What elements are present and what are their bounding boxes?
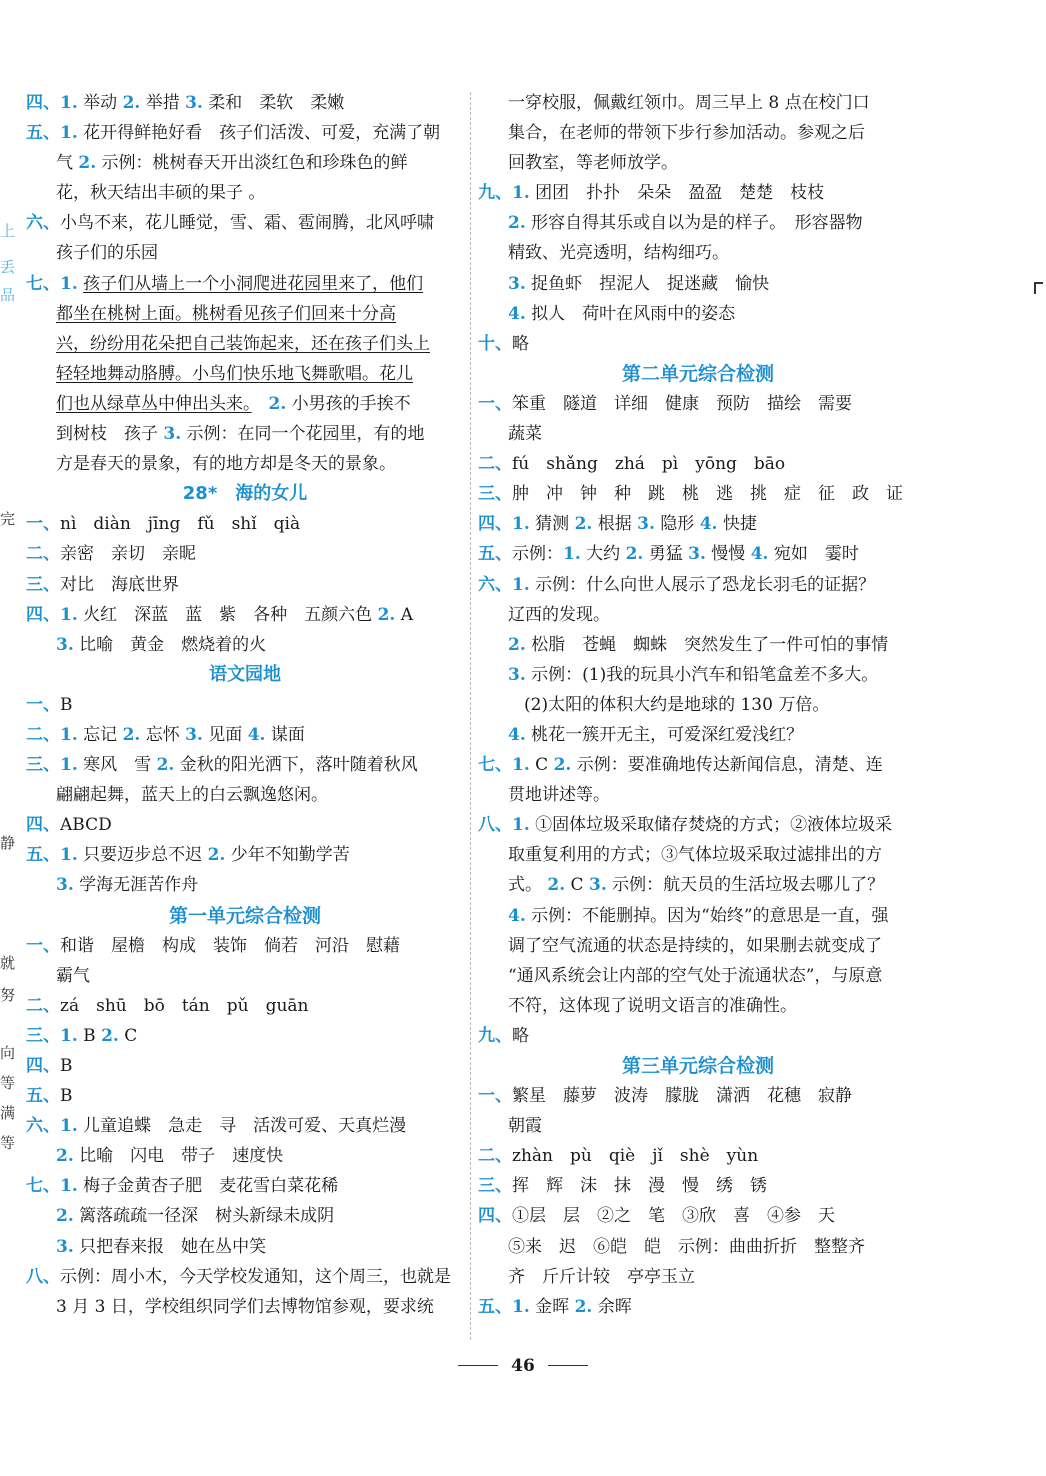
answer-text: 金秋的阳光洒下，落叶随着秋风: [174, 755, 418, 776]
answer-text: 形容自得其乐或自以为是的样子。 形容器物: [525, 213, 863, 234]
answer-text: 回教室，等老师放学。: [508, 153, 678, 174]
answer-text: 示例：桃树春天开出淡红色和珍珠色的鲜: [96, 153, 408, 174]
edge-glyph: 向: [0, 1044, 16, 1062]
sub-question-number: 3.: [56, 875, 74, 896]
answer-line: [26, 329, 464, 359]
sub-question-number: 3.: [637, 514, 655, 535]
answer-line: [26, 118, 464, 148]
answer-line: [26, 359, 464, 389]
question-number: 五、: [26, 123, 60, 144]
answer-text: 小男孩的手挨不: [286, 393, 411, 414]
column-divider: [470, 92, 472, 1340]
sub-question-number: 3.: [508, 664, 526, 685]
answer-text: 火红 深蓝 蓝 紫 各种 五颜六色: [77, 604, 378, 625]
answer-text: 猜测: [529, 514, 575, 535]
answer-line: [26, 1111, 464, 1141]
answer-text: 略: [512, 1025, 529, 1046]
sub-question-number: 2.: [508, 213, 526, 234]
underlined-answer-text: 都坐在桃树上面。桃树看见孩子们回来十分高: [56, 303, 396, 324]
answer-line: [478, 1171, 918, 1201]
answer-text: zhàn pù qiè jǐ shè yùn: [512, 1146, 759, 1167]
question-number: 四、: [26, 815, 60, 836]
sub-question-number: 2.: [207, 845, 226, 866]
answer-text: ①固体垃圾采取储存焚烧的方式；②液体垃圾采: [529, 815, 893, 836]
sub-question-number: 1.: [512, 1296, 530, 1317]
answer-line: [478, 1201, 918, 1231]
answer-text: 举措: [140, 93, 186, 113]
answer-text: 金晖: [529, 1296, 575, 1317]
answer-line: [478, 1262, 918, 1292]
sub-question-number: 3.: [163, 424, 182, 445]
answer-text: 学海无涯苦作舟: [73, 875, 199, 896]
answer-line: [26, 1232, 464, 1262]
question-number: 五、: [478, 544, 512, 565]
sub-question-number: 1.: [60, 273, 78, 294]
question-number: 一、: [26, 694, 60, 715]
answer-text: 气: [56, 153, 79, 174]
answer-text: 示例：在同一个花园里，有的地: [181, 424, 425, 445]
answer-text: 忘记: [77, 724, 123, 745]
answer-text: 比喻 闪电 带子 速度快: [73, 1146, 284, 1167]
sub-question-number: 4.: [508, 724, 526, 745]
answer-text: 小鸟不来，花儿睡觉，雪、霜、雹闹腾，北风呼啸: [60, 213, 434, 234]
sub-question-number: 1.: [60, 724, 78, 745]
sub-question-number: 2.: [56, 1146, 74, 1167]
answer-line: [26, 509, 464, 539]
answer-text: 谋面: [265, 724, 305, 745]
answer-text: 示例：周小木，今天学校发通知，这个周三，也就是: [60, 1266, 451, 1287]
answer-line: [26, 88, 464, 118]
answer-text: 根据: [592, 514, 638, 535]
answer-line: [26, 1171, 464, 1201]
underlined-answer-text: 们也从绿草丛中伸出头来。: [56, 393, 252, 414]
answer-text: 隐形: [654, 514, 700, 535]
sub-question-number: 1.: [512, 574, 530, 595]
sub-question-number: 2.: [508, 634, 526, 655]
answer-line: [478, 750, 918, 780]
answer-line: [26, 419, 464, 449]
question-number: 六、: [26, 213, 60, 234]
answer-line: [26, 539, 464, 569]
answer-line: [478, 178, 918, 208]
question-number: 五、: [26, 1086, 60, 1107]
answer-line: [26, 840, 464, 870]
answer-text: 略: [512, 333, 529, 354]
edge-glyph: 上: [0, 222, 16, 240]
underlined-answer-text: 轻轻地舞动胳膊。小鸟们快乐地飞舞歌唱。花儿: [56, 363, 413, 384]
question-number: 一、: [26, 514, 60, 535]
question-number: 四、: [478, 514, 512, 535]
answer-text: 儿童追蝶 急走 寻 活泼可爱、天真烂漫: [77, 1116, 407, 1137]
sub-question-number: 3.: [185, 93, 203, 113]
answer-text: 少年不知勤学苦: [225, 845, 350, 866]
sub-question-number: 3.: [185, 724, 203, 745]
sub-question-number: 1.: [512, 514, 530, 535]
sub-question-number: 2.: [553, 755, 572, 776]
crop-mark: [1034, 282, 1036, 294]
answer-line: [478, 419, 918, 449]
answer-line: [26, 389, 464, 419]
answer-text: 举动: [77, 93, 123, 113]
answer-text: 大约: [580, 544, 626, 565]
answer-text: 集合，在老师的带领下步行参加活动。参观之后: [508, 123, 865, 144]
answer-text: 孩子们的乐园: [56, 243, 158, 264]
sub-question-number: 2.: [101, 1025, 119, 1046]
answer-line: [478, 509, 918, 539]
answer-text: 余晖: [592, 1296, 632, 1317]
sub-question-number: 1.: [60, 604, 78, 625]
answer-text: 亲密 亲切 亲昵: [60, 544, 196, 565]
underlined-answer-text: 兴，纷纷用花朵把自己装饰起来，还在孩子们头上: [56, 333, 430, 354]
answer-text: 式。: [508, 875, 548, 896]
question-number: 三、: [26, 755, 60, 776]
sub-question-number: 1.: [60, 93, 78, 113]
question-number: 二、: [26, 544, 60, 565]
answer-text: 3 月 3 日，学校组织同学们去博物馆参观，要求统: [56, 1296, 434, 1317]
answer-line: [26, 1201, 464, 1231]
left-column: [26, 88, 464, 1322]
footer-rule-right: [548, 1365, 588, 1366]
answer-line: [478, 690, 918, 720]
answer-text: 示例：航天员的生活垃圾去哪儿了？: [606, 875, 885, 896]
answer-text: 示例：不能删掉。因为“始终”的意思是一直，强: [525, 905, 889, 926]
sub-question-number: 2.: [122, 93, 141, 113]
question-number: 二、: [26, 995, 60, 1016]
sub-question-number: 3.: [56, 1236, 74, 1257]
answer-text: 示例：(1)我的玩具小汽车和铅笔盒差不多大。: [525, 664, 879, 685]
answer-line: [478, 810, 918, 840]
question-number: 五、: [26, 845, 60, 866]
sub-question-number: 3.: [508, 273, 526, 294]
question-number: 一、: [478, 393, 512, 414]
answer-line: [26, 750, 464, 780]
answer-line: [26, 148, 464, 178]
sub-question-number: 1.: [60, 1176, 78, 1197]
answer-text: 繁星 藤萝 波涛 朦胧 潇洒 花穗 寂静: [512, 1086, 852, 1107]
answer-text: 辽西的发现。: [508, 604, 610, 625]
answer-line: [26, 600, 464, 630]
answer-line: [26, 1021, 464, 1051]
page-footer: [0, 1355, 1046, 1385]
answer-text: 示例：要准确地传达新闻信息，清楚、连: [571, 755, 883, 776]
answer-text: 花开得鲜艳好看 孩子们活泼、可爱，充满了朝: [77, 123, 441, 144]
question-number: 四、: [26, 93, 60, 113]
answer-line: [26, 630, 464, 660]
answer-text: 到树枝 孩子: [56, 424, 164, 445]
edge-glyph: 努: [0, 986, 16, 1004]
sub-question-number: 2.: [78, 153, 97, 174]
sub-question-number: 2.: [56, 1206, 74, 1227]
question-number: 四、: [26, 1056, 60, 1076]
answer-text: 调了空气流通的状态是持续的，如果删去就变成了: [508, 935, 882, 956]
answer-line: [478, 1292, 918, 1322]
answer-text: 不符，这体现了说明文语言的准确性。: [508, 995, 797, 1016]
answer-text: 柔和 柔软 柔嫩: [202, 93, 345, 113]
answer-text: zá shū bō tán pǔ guān: [60, 995, 309, 1016]
edge-glyph: 丢: [0, 258, 16, 276]
answer-text: 松脂 苍蝇 蜘蛛 突然发生了一件可怕的事情: [525, 634, 889, 655]
answer-line: [478, 1232, 918, 1262]
section-heading: 第一单元综合检测: [168, 904, 321, 927]
question-number: 一、: [478, 1086, 512, 1107]
answer-text: 只把春来报 她在丛中笑: [73, 1236, 267, 1257]
question-number: 七、: [26, 273, 60, 294]
answer-line: [478, 1111, 918, 1141]
question-number: 三、: [478, 484, 512, 505]
sub-question-number: 1.: [60, 1116, 78, 1137]
answer-line: [478, 118, 918, 148]
answer-text: (2)太阳的体积大约是地球的 130 万倍。: [524, 694, 830, 715]
answer-text: 宛如 霎时: [768, 544, 859, 565]
edge-glyph: 就: [0, 954, 16, 972]
answer-line: [478, 570, 918, 600]
edge-glyph: 完: [0, 510, 16, 528]
answer-line: [478, 600, 918, 630]
answer-line: [478, 780, 918, 810]
answer-text: nì diàn jīng fǔ shǐ qià: [60, 514, 301, 535]
question-number: 三、: [26, 574, 60, 595]
answer-text: 示例：什么向世人展示了恐龙长羽毛的证据？: [529, 574, 876, 595]
answer-line: [478, 88, 918, 118]
answer-text: 篱落疏疏一径深 树头新绿未成阴: [73, 1206, 335, 1227]
sub-question-number: 1.: [60, 845, 78, 866]
sub-question-number: 2.: [268, 393, 287, 414]
answer-text: 只要迈步总不迟: [77, 845, 208, 866]
footer-rule-left: [458, 1365, 498, 1366]
question-number: 二、: [478, 1146, 512, 1167]
answer-text: 贯地讲述等。: [508, 785, 610, 806]
answer-line: [478, 720, 918, 750]
answer-line: [26, 208, 464, 238]
answer-text: [252, 394, 269, 414]
answer-line: [26, 1262, 464, 1292]
sub-question-number: 2.: [625, 544, 644, 565]
sub-question-number: 2.: [547, 875, 566, 896]
answer-line: [26, 1292, 464, 1322]
sub-question-number: 2.: [574, 1296, 593, 1317]
answer-text: fú shǎng zhá pì yōng bāo: [512, 454, 786, 475]
question-number: 二、: [26, 724, 60, 745]
answer-text: 朝霞: [508, 1116, 542, 1137]
answer-text: 慢慢: [705, 544, 751, 565]
question-number: 九、: [478, 1025, 512, 1046]
sub-question-number: 2.: [122, 724, 141, 745]
answer-line: [26, 238, 464, 268]
question-number: 七、: [478, 755, 512, 776]
question-number: 八、: [478, 815, 512, 836]
question-number: 一、: [26, 935, 60, 956]
answer-text: C: [565, 875, 589, 896]
answer-text: ①层 层 ②之 笔 ③欣 喜 ④参 天: [512, 1206, 835, 1227]
answer-line: [26, 1141, 464, 1171]
sub-question-number: 1.: [60, 123, 78, 144]
section-heading: 28* 海的女儿: [182, 483, 308, 505]
answer-text: “通风系统会让内部的空气处于流通状态”，与原意: [508, 965, 883, 986]
sub-question-number: 4.: [508, 303, 526, 324]
answer-line: [26, 961, 464, 991]
answer-line: [26, 870, 464, 900]
edge-glyph: 静: [0, 834, 16, 852]
answer-text: 花，秋天结出丰硕的果子 。: [56, 183, 266, 204]
sub-question-number: 1.: [60, 755, 78, 776]
answer-line: [478, 389, 918, 419]
answer-line: [26, 810, 464, 840]
answer-line: [26, 720, 464, 750]
edge-glyph: 等: [0, 1074, 16, 1092]
answer-line: [478, 840, 918, 870]
answer-line: [26, 1051, 464, 1081]
question-number: 九、: [478, 183, 512, 204]
answer-line: [26, 690, 464, 720]
answer-text: 捉鱼虾 捏泥人 捉迷藏 愉快: [525, 273, 770, 294]
answer-line: [478, 991, 918, 1021]
question-number: 十、: [478, 333, 512, 354]
answer-text: ABCD: [60, 815, 112, 836]
answer-text: 肿 冲 钟 种 跳 桃 逃 挑 症 征 政 证: [512, 484, 903, 505]
answer-text: B: [60, 694, 73, 715]
answer-text: 蔬菜: [508, 424, 542, 445]
answer-text: 和谐 屋檐 构成 装饰 倘若 河沿 慰藉: [60, 935, 400, 956]
answer-text: C: [529, 755, 554, 776]
sub-question-number: 1.: [563, 544, 581, 565]
answer-line: [26, 780, 464, 810]
answer-text: 取重复利用的方式；③气体垃圾采取过滤排出的方: [508, 845, 882, 866]
answer-text: 对比 海底世界: [60, 574, 179, 595]
section-heading: 语文园地: [209, 663, 281, 685]
sub-question-number: 3.: [588, 875, 607, 896]
question-number: 四、: [26, 604, 60, 625]
answer-line: [26, 931, 464, 961]
answer-line: [478, 269, 918, 299]
answer-text: 忘怀: [140, 724, 186, 745]
section-heading: 第三单元综合检测: [621, 1055, 774, 1077]
answer-text: 拟人 荷叶在风雨中的姿态: [525, 303, 736, 324]
question-number: 三、: [26, 1025, 60, 1046]
answer-line: [478, 329, 918, 359]
answer-line: [478, 870, 918, 900]
sub-question-number: 4.: [750, 544, 769, 565]
question-number: 五、: [478, 1296, 512, 1317]
answer-text: 示例：: [512, 544, 563, 565]
answer-line: [26, 299, 464, 329]
edge-glyph: 满: [0, 1104, 16, 1122]
answer-text: 桃花一簇开无主，可爱深红爱浅红？: [525, 724, 804, 745]
question-number: 二、: [478, 454, 512, 475]
answer-line: [478, 208, 918, 238]
answer-text: 翩翩起舞，蓝天上的白云飘逸悠闲。: [56, 785, 328, 806]
answer-text: B: [77, 1025, 102, 1046]
sub-question-number: 3.: [688, 544, 706, 565]
sub-question-number: 1.: [60, 1025, 78, 1046]
answer-text: 快捷: [717, 514, 757, 535]
answer-text: 齐 斤斤计较 亭亭玉立: [508, 1266, 695, 1287]
right-column: [478, 88, 918, 1322]
answer-line: [478, 630, 918, 660]
answer-line: [478, 299, 918, 329]
answer-text: A: [395, 604, 413, 625]
sub-question-number: 4.: [247, 724, 266, 745]
underlined-answer-text: 孩子们从墙上一个小洞爬进花园里来了，他们: [83, 273, 424, 294]
answer-text: 见面: [202, 724, 248, 745]
answer-text: 霸气: [56, 965, 90, 986]
sub-question-number: 4.: [699, 514, 718, 535]
question-number: 三、: [478, 1176, 512, 1197]
sub-question-number: 1.: [512, 183, 530, 204]
answer-text: 勇猛: [643, 544, 689, 565]
answer-line: [26, 1081, 464, 1111]
answer-line: [478, 148, 918, 178]
answer-line: [26, 570, 464, 600]
sub-question-number: 3.: [56, 634, 74, 655]
section-heading: 第二单元综合检测: [621, 362, 774, 385]
answer-text: B: [60, 1056, 73, 1076]
answer-line: [478, 1081, 918, 1111]
answer-line: [478, 479, 918, 509]
answer-line: [26, 269, 464, 299]
answer-text: 笨重 隧道 详细 健康 预防 描绘 需要: [512, 393, 852, 414]
question-number: 六、: [26, 1116, 60, 1137]
sub-question-number: 4.: [508, 905, 526, 926]
question-number: 八、: [26, 1266, 60, 1287]
answer-line: [478, 660, 918, 690]
answer-text: ⑤来 迟 ⑥皑 皑 示例：曲曲折折 整整齐: [508, 1236, 865, 1257]
question-number: 七、: [26, 1176, 60, 1197]
answer-text: 方是春天的景象，有的地方却是冬天的景象。: [56, 454, 396, 475]
page-number: 46: [511, 1355, 535, 1376]
answer-line: [478, 961, 918, 991]
answer-text: 一穿校服，佩戴红领巾。周三早上 8 点在校门口: [508, 93, 870, 113]
question-number: 六、: [478, 574, 512, 595]
edge-glyph: 等: [0, 1134, 16, 1152]
answer-text: 团团 扑扑 朵朵 盈盈 楚楚 枝枝: [529, 183, 825, 204]
answer-text: C: [118, 1025, 138, 1046]
answer-text: 梅子金黄杏子肥 麦花雪白菜花稀: [77, 1176, 339, 1197]
answer-line: [478, 1021, 918, 1051]
answer-line: [478, 449, 918, 479]
answer-line: [478, 539, 918, 569]
answer-text: 比喻 黄金 燃烧着的火: [73, 634, 267, 655]
sub-question-number: 2.: [574, 514, 593, 535]
answer-line: [478, 931, 918, 961]
answer-line: [26, 991, 464, 1021]
edge-glyph: 品: [0, 286, 16, 304]
answer-text: B: [60, 1086, 73, 1107]
sub-question-number: 1.: [512, 815, 530, 836]
answer-line: [478, 1141, 918, 1171]
sub-question-number: 2.: [377, 604, 396, 625]
answer-line: [26, 178, 464, 208]
answer-line: [478, 238, 918, 268]
question-number: 四、: [478, 1206, 512, 1227]
answer-text: 精致、光亮透明，结构细巧。: [508, 243, 729, 264]
answer-text: 挥 辉 沫 抹 漫 慢 绣 锈: [512, 1176, 767, 1197]
answer-line: [26, 449, 464, 479]
answer-text: 寒风 雪: [77, 755, 157, 776]
answer-line: [478, 901, 918, 931]
sub-question-number: 2.: [156, 755, 175, 776]
sub-question-number: 1.: [512, 755, 530, 776]
